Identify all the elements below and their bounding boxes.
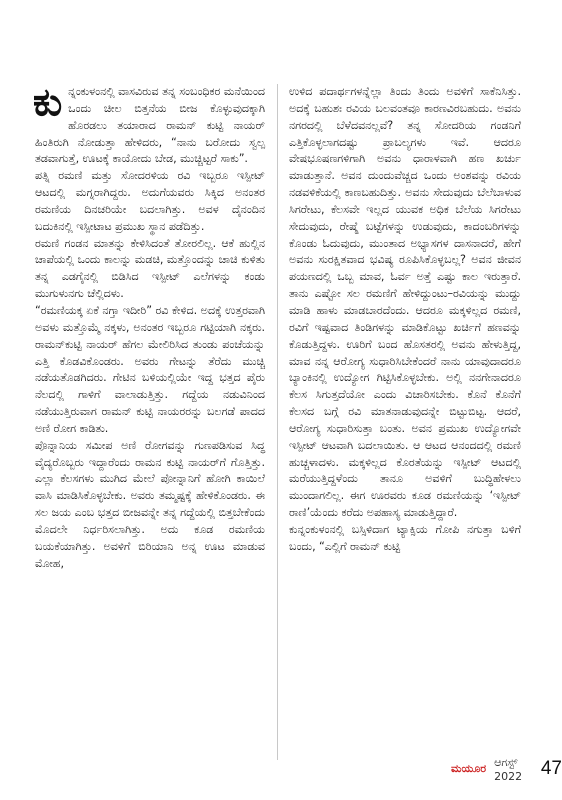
column-divider: [277, 84, 278, 760]
article-paragraph: ಉಳಿದ ಪದಾರ್ಥಗಳನ್ನೆಲ್ಲಾ ತಿಂದು ತಿಂದು ಅವಳಿಗೆ ಸಾಕೆನಿಸಿತ್ತು. ಅದಕ್ಕೆ ಬಹುಶಃ ರವಿಯ ಬಲವಂತವೂ ಕಾರಣವಿರಬಹುದು. ಅವನು ನಗರದಲ್ಲಿ ಬೆಳೆದವನಲ್ಲವೆ? ತನ್ನ ಸೋದರಿಯ ಗಂಡನಿಗೆ ಎತ್ತಿಕೊಳ್ಳಲಾಗದಷ್ಟು ಪ್ರಾಬಲ್ಯಗಳು ಇವೆ. ಆದರೂ ವೇಷಭೂಷಣಗಳಿಗಾಗಿ ಅವನು ಧಾರಾಳವಾಗಿ ಹಣ ಖರ್ಚು ಮಾಡುತ್ತಾನೆ. ಅವನ ದುಂದುವೆಚ್ಚದ ಒಂದು ಅಂಶವನ್ನು ರವಿಯ ನಡವಳಿಕೆಯಲ್ಲಿ ಕಾಣಬಹುದಿತ್ತು. ಅವನು ಸೇದುವುದು ಬೆಲೆಬಾಳುವ ಸಿಗರೇಟು, ಕೆಲಸವೇ ಇಲ್ಲದ ಯುವಕ ಅಧಿಕ ಬೆಲೆಯ ಸಿಗರೇಟು ಸೇದುವುದು, ರೇಷ್ಮೆ ಬಟ್ಟೆಗಳನ್ನು ಉಡುವುದು, ಕಾದಂಬರಿಗಳನ್ನು ಕೊಂಡು ಓದುವುದು, ಮುಂತಾದ ಅಭ್ಯಾಸಗಳ ದಾಸನಾದರೆ, ಹೇಗೆ ಅವನು ಸುರಕ್ಷಿತವಾದ ಭವಿಷ್ಯ ರೂಪಿಸಿಕೊಳ್ಳಬಲ್ಲ? ಅವನ ಜೀವನ ಪಯಣದಲ್ಲಿ ಒಬ್ಬ ಮಾವ, ಓರ್ವ ಅತ್ತೆ ಎಷ್ಟು ಕಾಲ ಇರುತ್ತಾರೆ. ತಾನು ಎಷ್ಟೋ ಸಲ ರಮಣಿಗೆ ಹೇಳಿದ್ದುಂಟು–ರವಿಯನ್ನು ಮುದ್ದು ಮಾಡಿ ಹಾಳು ಮಾಡಬಾರದೆಂದು. ಆದರೂ ಮಕ್ಕಳಿಲ್ಲದ ರಮಣಿ, ರವಿಗೆ ಇಷ್ಟವಾದ ತಿಂಡಿಗಳನ್ನು ಮಾಡಿಕೊಟ್ಟು ಖರ್ಚಿಗೆ ಹಣವನ್ನು ಕೊಡುತ್ತಿದ್ದಳು. ಊರಿಗೆ ಬಂದ ಹೊಸತರಲ್ಲಿ ಅವನು ಹೇಳುತ್ತಿದ್ದ, ಮಾವ ನನ್ನ ಆರೋಗ್ಯ ಸುಧಾರಿಸಿಬೇಕೆಂದರೆ ನಾನು ಯಾವುದಾದರೂ ಬ್ಯಾಂಕಿನಲ್ಲಿ ಉದ್ಯೋಗ ಗಿಟ್ಟಿಸಿಕೊಳ್ಳಬೇಕು. ಅಲ್ಲಿ ನನಗೇನಾದರೂ ಕೆಲಸ ಸಿಗುತ್ತದೆಯೋ ಎಂದು ವಿಚಾರಿಸಬೇಕು. ಕೊನೆ ಕೊನೆಗೆ ಕೆಲಸದ ಬಗ್ಗೆ ರವಿ ಮಾತನಾಡುವುದನ್ನೇ ಬಿಟ್ಟುಬಿಟ್ಟ. ಆದರೆ, ಆರೋಗ್ಯ ಸುಧಾರಿಸುತ್ತಾ ಬಂತು. ಅವನ ಪ್ರಮುಖ ಉದ್ಯೋಗವೇ ಇಸ್ಪೀಟ್ ಆಟವಾಗಿ ಬದಲಾಯಿತು. ಆ ಆಟದ ಆನಂದದಲ್ಲಿ ರಮಣಿ ಹುಚ್ಚಳಾದಳು. ಮಕ್ಕಳಿಲ್ಲದ ಕೊರತೆಯನ್ನು ಇಸ್ಪೀಟ್ ಆಟದಲ್ಲಿ ಮರೆಯುತ್ತಿದ್ದಳೆಂದು ತಾನೂ ಅವಳಿಗೆ ಬುದ್ಧಿಹೇಳಲು ಮುಂದಾಗಲಿಲ್ಲ. ಈಗ ಊರವರು ಕೂಡ ರಮಣಿಯನ್ನು ‘ಇಸ್ಪೀಟ್ ರಾಣಿ’ಯೆಂದು ಕರೆದು ಅಪಹಾಸ್ಯ ಮಾಡುತ್ತಿದ್ದಾರೆ.: [289, 85, 521, 520]
article-paragraph: “ರಮಣಿಯಕ್ಕ ಏಕೆ ನಗ್ತಾ ಇದೀರಿ” ರವಿ ಕೇಳಿದ. ಅದಕ್ಕೆ ಉತ್ತರವಾಗಿ ಅವಳು ಮತ್ತೊಮ್ಮೆ ನಕ್ಕಳು, ಅನಂತರ ಇಬ್ಬರೂ ಗಟ್ಟಿಯಾಗಿ ನಕ್ಕರು. ರಾಮನ್‌ಕುಟ್ಟಿ ನಾಯರ್ ಹೆಗಲ ಮೇಲಿರಿಸಿದ ತುಂಡು ಪಂಚೆಯನ್ನು ಎತ್ತಿ ಕೊಡವಿಕೊಂಡರು. ಅವರು ಗೇಟನ್ನು ತೆರೆದು ಮುಚ್ಚಿ ನಡೆಯತೊಡಗಿದರು. ಗೇಟಿನ ಬಳಿಯಲ್ಲಿಯೇ ಇದ್ದ ಭತ್ತದ ಪೈರು ನೆಲದಲ್ಲಿ ಗಾಳಿಗೆ ವಾಲಾಡುತ್ತಿತ್ತು. ಗದ್ದೆಯ ನಡುವಿನಿಂದ ನಡೆಯುತ್ತಿರುವಾಗ ರಾಮನ್ ಕುಟ್ಟಿ ನಾಯರರನ್ನು ಬಲಗಡೆ ಪಾದದ ಅಣಿ ರೋಗ ಕಾಡಿತು.: [35, 303, 265, 435]
article-column-right: [289, 84, 521, 556]
article-paragraph: [33, 80, 265, 168]
paragraph-text: ನ್ನಂಕುಳಂನಲ್ಲಿ ವಾಸವಿರುವ ತನ್ನ ಸಂಬಂಧಿಕರ ಮನೆಯಿಂದ ಒಂದು ಚೀಲ ಬಿತ್ತನೆಯ ಬೀಜ ಕೊಳ್ಳುವುದಕ್ಕಾಗಿ ಹೊರಡಲು ತಯಾರಾದ ರಾಮನ್ ಕುಟ್ಟಿ ನಾಯರ್ ಹಿಂತಿರುಗಿ ನೋಡುತ್ತಾ ಹೇಳಿದರು, “ನಾನು ಬರೋದು ಸ್ವಲ್ಪ ತಡವಾಗುತ್ತೆ, ಊಟಕ್ಕೆ ಕಾಯೋದು ಬೇಡ, ಮುಚ್ಚಿಟ್ಟರೆ ಸಾಕು”.: [35, 85, 265, 166]
article-paragraph: ಕುನ್ನಂಕುಳಂನಲ್ಲಿ ಬಸ್ಸಿಳಿದಾಗ ಟ್ಯಾಕ್ಸಿಯ ಗೋಪಿ ನಗುತ್ತಾ ಬಳಿಗೆ ಬಂದು, “ಎಲ್ಲಿಗೆ ರಾಮನ್ ಕುಟ್ಟಿ: [289, 522, 521, 553]
issue-date: ಆಗಸ್ಟ್ 2022: [494, 755, 523, 783]
page-footer: [451, 756, 562, 782]
magazine-logo: ಮಯೂರ: [451, 762, 487, 775]
article-column-left: [33, 80, 265, 572]
article-paragraph: ಪೊನ್ನಾನಿಯ ಸಮೀಪ ಅಣಿ ರೋಗವನ್ನು ಗುಣಪಡಿಸುವ ಸಿದ್ಧ ವೈದ್ಯರೊಬ್ಬರು ಇದ್ದಾರೆಂದು ರಾಮನ ಕುಟ್ಟಿ ನಾಯರ್‌ಗೆ ಗೊತ್ತಿತ್ತು. ಎಲ್ಲಾ ಕೆಲಸಗಳು ಮುಗಿದ ಮೇಲೆ ಪೋನ್ನಾನಿಗೆ ಹೋಗಿ ಕಾಯಿಲೆ ವಾಸಿ ಮಾಡಿಸಿಕೊಳ್ಳಬೇಕು. ಅವರು ತಮ್ಮಷ್ಟಕ್ಕೆ ಹೇಳಿಕೊಂಡರು. ಈ ಸಲ ಜಯ ಎಂಬ ಭತ್ತದ ಬೀಜವನ್ನೇ ತನ್ನ ಗದ್ದೆಯಲ್ಲಿ ಬಿತ್ತಬೇಕೆಂದು ಮೊದಲೇ ನಿರ್ಧರಿಸಲಾಗಿತ್ತು. ಅದು ಕೂಡ ರಮಣಿಯ ಬಯಕೆಯಾಗಿತ್ತು. ಅವಳಿಗೆ ಬಿರಿಯಾನಿ ಅನ್ನ ಊಟ ಮಾಡುವ ಮೋಹ,: [35, 438, 265, 570]
drop-cap: ಕು: [33, 80, 63, 124]
page-number: 47: [540, 758, 562, 779]
article-paragraph: ಪತ್ನಿ ರಮಣಿ ಮತ್ತು ಸೋದರಳಿಯ ರವಿ ಇಬ್ಬರೂ ಇಸ್ಪೀಟ್ ಆಟದಲ್ಲಿ ಮಗ್ನರಾಗಿದ್ದರು. ಅದುಗೆಯವರು ಸಿಕ್ಕಿದ ಅನಂತರ ರಮಣಿಯ ದಿನಚರಿಯೇ ಬದಲಾಗಿತ್ತು. ಅವಳ ದೈನಂದಿನ ಬದುಕಿನಲ್ಲಿ ಇಸ್ಪೀಟಾಟ ಪ್ರಮುಖ ಸ್ಥಾನ ಪಡೆದಿತ್ತು.: [35, 169, 265, 233]
article-paragraph: ರಮಣಿ ಗಂಡನ ಮಾತನ್ನು ಕೇಳಿಸಿದಂತೆ ತೋರಲಿಲ್ಲ. ಆಕೆ ಹುಲ್ಲಿನ ಚಾಪೆಯಲ್ಲಿ ಒಂದು ಕಾಲನ್ನು ಮಡಚಿ, ಮತ್ತೊಂದನ್ನು ಚಾಚಿ ಕುಳಿತು ತನ್ನ ಎಡಗೈನಲ್ಲಿ ಬಿಡಿಸಿದ ಇಸ್ಪೀಟ್ ಎಲೆಗಳನ್ನು ಕಂಡು ಮುಗುಳುನಗು ಚೆಲ್ಲಿದಳು.: [35, 236, 265, 301]
